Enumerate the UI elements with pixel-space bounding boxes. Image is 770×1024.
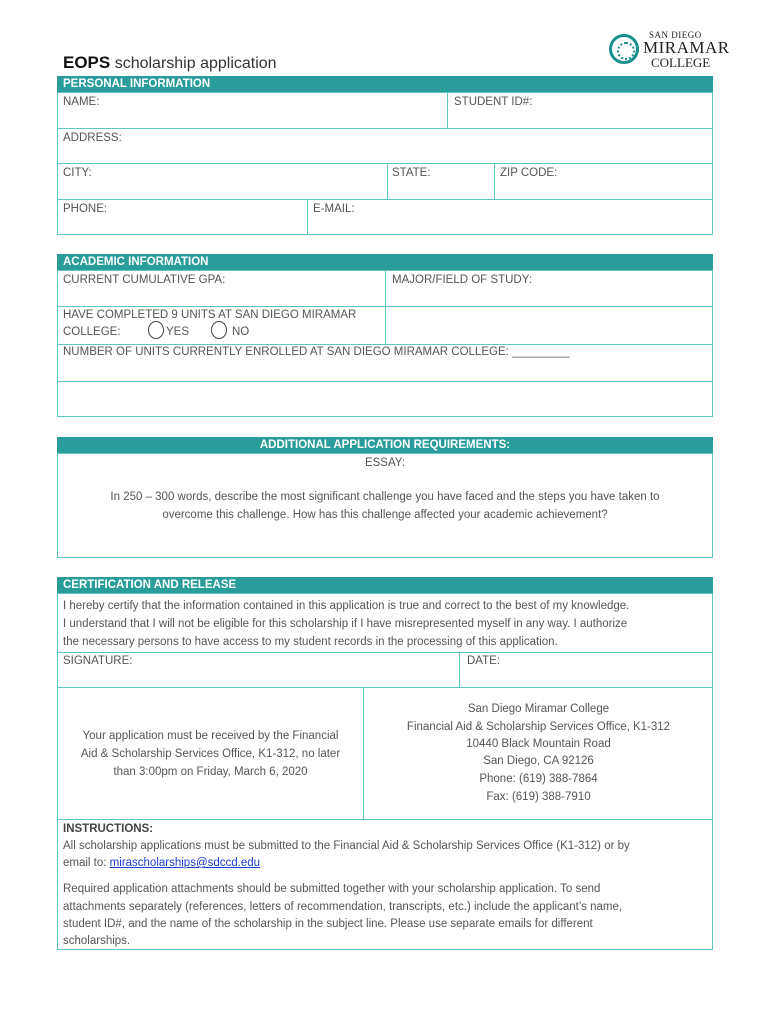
additional-requirements-section [57,453,713,558]
office-department: Financial Aid & Scholarship Services Office, K1-312 [406,721,671,733]
certification-line1: I hereby certify that the information contained in this application is true and correct to the best of my knowledge. [63,600,630,612]
yes-radio[interactable] [148,321,164,339]
logo-text-mid: MIRAMAR [643,38,730,57]
name-field[interactable]: NAME: [63,96,100,108]
address-field[interactable]: ADDRESS: [63,132,122,144]
deadline-line2: Aid & Scholarship Services Office, K1-312, no later [80,748,341,760]
instructions-p2-line1: Required application attachments should be submitted together with your scholarship application. To send [63,883,601,895]
office-fax: Fax: (619) 388-7910 [486,791,591,803]
certification-section [57,593,713,950]
academic-info-section [57,270,713,417]
state-field[interactable]: STATE: [392,167,431,179]
office-city: San Diego, CA 92126 [483,755,594,767]
college-logo [607,30,730,70]
signature-field[interactable]: SIGNATURE: [63,655,133,667]
gpa-field[interactable]: CURRENT CUMULATIVE GPA: [63,274,226,286]
deadline-line1: Your application must be received by the Financial [82,730,339,742]
page-title [63,53,277,73]
instructions-p1-line2 [63,855,260,872]
no-radio[interactable] [211,321,227,339]
logo-seal-icon [609,34,639,64]
certification-line2: I understand that I will not be eligible for this scholarship if I have misrepresented myself in any way. I authorize [63,618,628,630]
units-completed-question: HAVE COMPLETED 9 UNITS AT SAN DIEGO MIRAMAR [63,309,357,321]
instructions-p1-line1: All scholarship applications must be submitted to the Financial Aid & Scholarship Services Office (K1-312) or by [63,840,630,852]
essay-label: ESSAY: [364,457,406,469]
essay-prompt-line1: In 250 – 300 words, describe the most significant challenge you have faced and the steps you have taken to [110,491,660,503]
logo-text-bottom: COLLEGE [651,55,711,70]
office-name: San Diego Miramar College [467,703,610,715]
units-completed-label: COLLEGE: [63,326,121,338]
certification-heading: CERTIFICATION AND RELEASE [57,577,713,593]
units-enrolled-field[interactable]: NUMBER OF UNITS CURRENTLY ENROLLED AT SAN DIEGO MIRAMAR COLLEGE: _________ [63,346,570,358]
major-field[interactable]: MAJOR/FIELD OF STUDY: [392,274,532,286]
essay-prompt-line2: overcome this challenge. How has this challenge affected your academic achievement? [162,509,608,521]
deadline-line3: than 3:00pm on Friday, March 6, 2020 [113,766,308,778]
additional-requirements-heading: ADDITIONAL APPLICATION REQUIREMENTS: [57,437,713,453]
email-field[interactable]: E-MAIL: [313,203,355,215]
zip-field[interactable]: ZIP CODE: [500,167,558,179]
logo-text-top: SAN DIEGO [649,30,702,40]
yes-label: YES [166,326,190,338]
title-rest: scholarship application [114,55,277,72]
instructions-p2-line3: student ID#, and the name of the scholarship in the subject line. Please use separate emails for different [63,918,593,930]
email-prefix: email to: [63,857,110,869]
academic-info-heading: ACADEMIC INFORMATION [57,254,713,270]
student-id-field[interactable]: STUDENT ID#: [454,96,533,108]
personal-info-section [57,92,713,235]
city-field[interactable]: CITY: [63,167,92,179]
personal-info-heading: PERSONAL INFORMATION [57,76,713,92]
certification-line3: the necessary persons to have access to my student records in the processing of this application. [63,636,558,648]
scholarship-email-link[interactable]: mirascholarships@sdccd.edu [109,857,261,869]
title-bold: EOPS [63,53,111,72]
office-phone: Phone: (619) 388-7864 [479,773,598,785]
instructions-p2-line2: attachments separately (references, letters of recommendation, transcripts, etc.) include the applicant’s name, [63,901,623,913]
instructions-p2-line4: scholarships. [63,935,131,947]
phone-field[interactable]: PHONE: [63,203,108,215]
instructions-heading: INSTRUCTIONS: [63,823,154,835]
office-street: 10440 Black Mountain Road [466,738,611,750]
no-label: NO [232,326,250,338]
date-field[interactable]: DATE: [467,655,501,667]
